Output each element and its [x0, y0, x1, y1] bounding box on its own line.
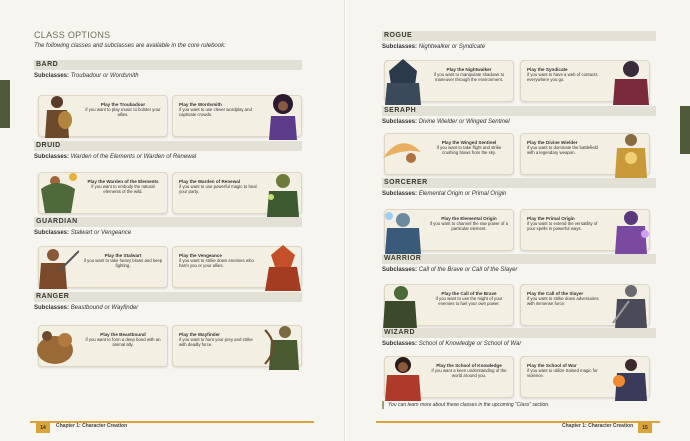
subclass-line-seraph: Subclasses: Divine Wielder or Winged Sentinel	[382, 119, 510, 125]
class-heading-druid: DRUID	[34, 141, 302, 151]
winged-sentinel-illustration	[381, 128, 425, 178]
page-tab-marker	[0, 80, 10, 128]
right-page	[346, 0, 690, 441]
school-war-illustration	[609, 351, 653, 401]
subclass-card-call-of-the-brave[interactable]	[384, 284, 514, 326]
subclass-card-school-of-knowledge[interactable]	[384, 356, 514, 398]
card-text: Play the Call of the Brave if you want to use the might of your enemies to fuel your own power.	[435, 291, 503, 307]
class-heading-warrior: WARRIOR	[382, 254, 656, 264]
subclass-line-druid: Subclasses: Warden of the Elements or Warden of Renewal	[34, 154, 197, 160]
vengeance-illustration	[261, 241, 305, 291]
warden-renewal-illustration	[261, 167, 305, 217]
intro-text: The following classes and subclasses are available in the core rulebook:	[34, 43, 226, 49]
subclass-card-winged-sentinel[interactable]	[384, 133, 514, 175]
call-slayer-illustration	[609, 279, 653, 329]
call-brave-illustration	[381, 279, 425, 329]
divine-wielder-illustration	[609, 128, 653, 178]
card-text: Play the Warden of Renewal if you want to use powerful magic to heal your party.	[179, 179, 257, 195]
card-text: Play the Beastbound if you want to form a deep bond with an animal ally.	[85, 332, 161, 348]
class-heading-guardian: GUARDIAN	[34, 217, 302, 227]
subclass-card-divine-wielder[interactable]	[520, 133, 650, 175]
footer-chapter: Chapter 1: Character Creation	[56, 423, 128, 429]
subclass-card-troubadour[interactable]	[38, 95, 168, 137]
elemental-origin-illustration	[381, 204, 425, 254]
subclass-card-vengeance[interactable]	[172, 246, 302, 288]
subclass-line-ranger: Subclasses: Beastbound or Wayfinder	[34, 305, 139, 311]
wordsmith-illustration	[261, 90, 305, 140]
subclass-card-wordsmith[interactable]	[172, 95, 302, 137]
class-heading-rogue: ROGUE	[382, 31, 656, 41]
footer-chapter: Chapter 1: Character Creation	[562, 423, 634, 429]
card-text: Play the Divine Wielder if you want to dominate the battlefield with a legendary weapon.	[527, 140, 598, 156]
subclass-card-wayfinder[interactable]	[172, 325, 302, 367]
page-number: 15	[638, 423, 652, 433]
card-text: Play the School of War if you want to utilize trained magic for violence.	[527, 363, 598, 379]
subclass-line-guardian: Subclasses: Stalwart or Vengeance	[34, 230, 132, 236]
subclass-card-beastbound[interactable]	[38, 325, 168, 367]
school-knowledge-illustration	[381, 351, 425, 401]
class-heading-wizard: WIZARD	[382, 328, 656, 338]
card-text: Play the Syndicate if you want to have a web of contacts everywhere you go.	[527, 67, 598, 83]
class-section-note: You can learn more about these classes in the upcoming “Class” section.	[388, 402, 550, 408]
subclass-card-stalwart[interactable]	[38, 246, 168, 288]
card-text: Play the Primal Origin if you want to extend the versatility of your spells in powerful ways.	[527, 216, 598, 232]
class-heading-sorcerer: SORCERER	[382, 178, 656, 188]
beastbound-illustration	[35, 320, 79, 370]
card-text: Play the Troubadour if you want to play music to bolster your allies.	[85, 102, 161, 118]
card-text: Play the Vengeance if you want to strike down enemies who harm you or your allies.	[179, 253, 254, 269]
page-number: 14	[36, 423, 50, 433]
subclass-line-bard: Subclasses: Troubadour or Wordsmith	[34, 73, 139, 79]
card-text: Play the Wayfinder if you want to hunt your prey and strike with deadly force.	[179, 332, 253, 348]
card-text: Play the Call of the Slayer if you want to strike down adversaries with immense force.	[527, 291, 599, 307]
warden-elements-illustration	[35, 167, 79, 217]
subclass-card-school-of-war[interactable]	[520, 356, 650, 398]
subclass-card-primal-origin[interactable]	[520, 209, 650, 251]
subclass-line-wizard: Subclasses: School of Knowledge or School of War	[382, 341, 522, 347]
note-marker	[382, 401, 384, 409]
subclass-line-warrior: Subclasses: Call of the Brave or Call of the Slayer	[382, 267, 518, 273]
subclass-line-rogue: Subclasses: Nightwalker or Syndicate	[382, 44, 486, 50]
primal-origin-illustration	[609, 204, 653, 254]
troubadour-illustration	[35, 90, 79, 140]
syndicate-illustration	[609, 55, 653, 105]
subclass-line-sorcerer: Subclasses: Elemental Origin or Primal Origin	[382, 191, 507, 197]
class-heading-ranger: RANGER	[34, 292, 302, 302]
card-text: Play the Stalwart if you want to take heavy blows and keep fighting.	[83, 253, 163, 269]
card-text: Play the School of Knowledge if you want a keen understanding of the world around you.	[431, 363, 507, 379]
subclass-card-elemental-origin[interactable]	[384, 209, 514, 251]
subclass-card-nightwalker[interactable]	[384, 60, 514, 102]
wayfinder-illustration	[261, 320, 305, 370]
class-heading-bard: BARD	[34, 60, 302, 70]
subclass-card-warden-renewal[interactable]	[172, 172, 302, 214]
nightwalker-illustration	[381, 55, 425, 105]
page-tab-marker	[680, 106, 690, 154]
card-text: Play the Warden of the Elements if you want to embody the natural elements of the wild.	[87, 179, 159, 195]
stalwart-illustration	[35, 241, 79, 291]
card-text: Play the Wordsmith if you want to use clever wordplay and captivate crowds.	[179, 102, 252, 118]
card-text: Play the Nightwalker if you want to manipulate shadows to maneuver through the environment.	[433, 67, 505, 83]
class-heading-seraph: SERAPH	[382, 106, 656, 116]
subclass-card-call-of-the-slayer[interactable]	[520, 284, 650, 326]
page-title: CLASS OPTIONS	[34, 30, 111, 40]
subclass-card-syndicate[interactable]	[520, 60, 650, 102]
card-text: Play the Elemental Origin if you want to channel the raw power of a particular element.	[429, 216, 509, 232]
subclass-card-warden-elements[interactable]	[38, 172, 168, 214]
card-text: Play the Winged Sentinel if you want to take flight and strike crushing blows from the sky.	[436, 140, 502, 156]
